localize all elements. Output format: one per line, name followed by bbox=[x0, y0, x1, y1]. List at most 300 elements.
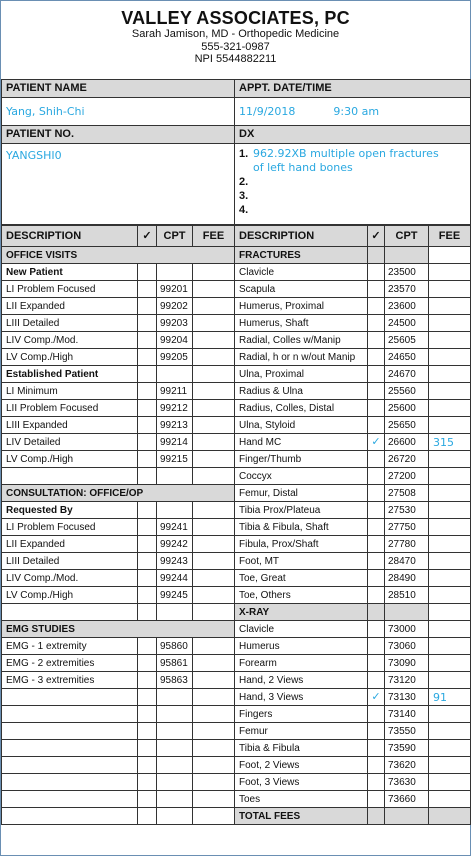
check-cell[interactable] bbox=[368, 281, 385, 298]
fee-cell[interactable] bbox=[193, 502, 235, 519]
check-cell[interactable] bbox=[138, 417, 157, 434]
code-rows bbox=[2, 247, 471, 825]
fee-cell[interactable] bbox=[193, 587, 235, 604]
fee-cell[interactable] bbox=[193, 570, 235, 587]
fee-cell[interactable] bbox=[193, 434, 235, 451]
patient-info-table bbox=[1, 79, 471, 225]
check-cell[interactable] bbox=[138, 638, 157, 655]
total-fees-label: TOTAL FEES bbox=[235, 808, 368, 825]
table-row bbox=[2, 689, 471, 706]
fee-cell[interactable] bbox=[193, 519, 235, 536]
procedure-description: Humerus, Proximal bbox=[235, 298, 368, 315]
cpt-code: 25560 bbox=[385, 383, 429, 400]
check-cell[interactable] bbox=[138, 570, 157, 587]
fee-cell[interactable] bbox=[193, 264, 235, 281]
cpt-code: 26720 bbox=[385, 451, 429, 468]
practice-npi: NPI 5544882211 bbox=[194, 53, 277, 65]
column-header-row bbox=[2, 226, 471, 247]
cpt-code: 99205 bbox=[157, 349, 193, 366]
check-cell[interactable] bbox=[368, 774, 385, 791]
check-cell[interactable] bbox=[368, 553, 385, 570]
cpt-code: 73550 bbox=[385, 723, 429, 740]
fee-cell[interactable] bbox=[193, 604, 235, 621]
check-cell[interactable] bbox=[138, 315, 157, 332]
cpt-code: 27750 bbox=[385, 519, 429, 536]
procedure-description: Finger/Thumb bbox=[235, 451, 368, 468]
check-cell[interactable] bbox=[368, 264, 385, 281]
cpt-code: 25650 bbox=[385, 417, 429, 434]
procedure-description bbox=[2, 706, 138, 723]
check-cell[interactable] bbox=[368, 570, 385, 587]
procedure-description: Scapula bbox=[235, 281, 368, 298]
check-cell[interactable] bbox=[138, 706, 157, 723]
fee-cell[interactable]: 91 bbox=[429, 689, 471, 706]
cpt-code: 73630 bbox=[385, 774, 429, 791]
fee-cell[interactable] bbox=[429, 723, 471, 740]
table-row bbox=[2, 400, 471, 417]
fee-cell[interactable] bbox=[429, 740, 471, 757]
procedure-description: LIII Detailed bbox=[2, 315, 138, 332]
procedure-description bbox=[2, 740, 138, 757]
procedure-description: LV Comp./High bbox=[2, 587, 138, 604]
table-row bbox=[2, 672, 471, 689]
table-row bbox=[2, 774, 471, 791]
fee-cell[interactable] bbox=[429, 383, 471, 400]
appt-time: 9:30 am bbox=[333, 105, 380, 118]
check-cell[interactable] bbox=[368, 298, 385, 315]
check-cell[interactable] bbox=[368, 383, 385, 400]
check-cell[interactable]: ✓ bbox=[368, 434, 385, 451]
fee-cell[interactable] bbox=[193, 383, 235, 400]
check-cell[interactable] bbox=[138, 757, 157, 774]
fee-cell[interactable] bbox=[193, 417, 235, 434]
table-row bbox=[2, 570, 471, 587]
check-cell[interactable] bbox=[368, 604, 385, 621]
table-row bbox=[2, 332, 471, 349]
appt-label: APPT. DATE/TIME bbox=[235, 80, 471, 98]
fee-cell[interactable] bbox=[429, 638, 471, 655]
procedure-description: Clavicle bbox=[235, 264, 368, 281]
procedure-description: Foot, 2 Views bbox=[235, 757, 368, 774]
fee-cell[interactable] bbox=[429, 315, 471, 332]
check-cell[interactable] bbox=[368, 468, 385, 485]
procedure-description: Radial, h or n w/out Manip bbox=[235, 349, 368, 366]
cpt-code: 99242 bbox=[157, 536, 193, 553]
table-row bbox=[2, 315, 471, 332]
check-cell[interactable] bbox=[368, 451, 385, 468]
fee-cell[interactable] bbox=[429, 247, 471, 264]
fee-cell[interactable] bbox=[193, 366, 235, 383]
procedure-description: EMG - 3 extremities bbox=[2, 672, 138, 689]
check-cell[interactable] bbox=[138, 281, 157, 298]
table-row bbox=[2, 655, 471, 672]
fee-cell[interactable] bbox=[429, 485, 471, 502]
fee-cell[interactable] bbox=[193, 791, 235, 808]
check-cell[interactable] bbox=[138, 740, 157, 757]
cpt-code: 73660 bbox=[385, 791, 429, 808]
section-heading: CONSULTATION: OFFICE/OP bbox=[2, 485, 235, 502]
fee-cell[interactable] bbox=[193, 706, 235, 723]
fee-cell[interactable] bbox=[193, 808, 235, 825]
dx-text: of left hand bones bbox=[253, 161, 353, 174]
dx-number: 3. bbox=[239, 190, 249, 202]
check-cell[interactable] bbox=[368, 672, 385, 689]
check-cell[interactable] bbox=[368, 315, 385, 332]
table-row bbox=[2, 417, 471, 434]
fee-cell[interactable] bbox=[193, 655, 235, 672]
appt-date: 11/9/2018 bbox=[239, 105, 296, 118]
fee-cell[interactable] bbox=[193, 332, 235, 349]
fee-cell[interactable] bbox=[193, 638, 235, 655]
cpt-code: 25600 bbox=[385, 400, 429, 417]
cpt-code: 73060 bbox=[385, 638, 429, 655]
check-cell[interactable]: ✓ bbox=[368, 689, 385, 706]
check-cell[interactable] bbox=[138, 366, 157, 383]
fee-cell[interactable] bbox=[429, 706, 471, 723]
procedure-description: LI Minimum bbox=[2, 383, 138, 400]
procedure-description: Tibia & Fibula, Shaft bbox=[235, 519, 368, 536]
procedure-description: Ulna, Proximal bbox=[235, 366, 368, 383]
check-cell[interactable] bbox=[138, 587, 157, 604]
fee-cell[interactable] bbox=[429, 502, 471, 519]
procedure-description: Forearm bbox=[235, 655, 368, 672]
col-check: ✓ bbox=[368, 226, 385, 247]
procedure-description: LII Problem Focused bbox=[2, 400, 138, 417]
col-cpt: CPT bbox=[157, 226, 193, 247]
check-cell[interactable] bbox=[368, 485, 385, 502]
check-cell[interactable] bbox=[368, 247, 385, 264]
check-cell[interactable] bbox=[138, 400, 157, 417]
table-row bbox=[2, 434, 471, 451]
table-row bbox=[2, 706, 471, 723]
check-cell[interactable] bbox=[138, 774, 157, 791]
procedure-description bbox=[2, 689, 138, 706]
procedure-description: Radial, Colles w/Manip bbox=[235, 332, 368, 349]
cpt-code: 99203 bbox=[157, 315, 193, 332]
table-row bbox=[2, 298, 471, 315]
table-row bbox=[2, 723, 471, 740]
cpt-code: 24650 bbox=[385, 349, 429, 366]
fee-cell[interactable] bbox=[429, 757, 471, 774]
procedure-description: LI Problem Focused bbox=[2, 519, 138, 536]
fee-cell[interactable] bbox=[429, 536, 471, 553]
fee-cell[interactable] bbox=[429, 417, 471, 434]
check-cell[interactable] bbox=[368, 366, 385, 383]
fee-cell[interactable] bbox=[193, 553, 235, 570]
fee-cell[interactable] bbox=[429, 672, 471, 689]
fee-cell[interactable] bbox=[193, 281, 235, 298]
fee-cell[interactable] bbox=[429, 468, 471, 485]
procedure-description: Clavicle bbox=[235, 621, 368, 638]
cpt-code bbox=[157, 723, 193, 740]
check-cell[interactable] bbox=[368, 502, 385, 519]
check-cell[interactable] bbox=[138, 553, 157, 570]
check-cell[interactable] bbox=[138, 264, 157, 281]
dx-number: 2. bbox=[239, 176, 249, 188]
col-fee: FEE bbox=[193, 226, 235, 247]
dx-number: 1. bbox=[239, 148, 249, 160]
fee-cell[interactable] bbox=[429, 349, 471, 366]
procedure-description: Femur, Distal bbox=[235, 485, 368, 502]
procedure-description: LV Comp./High bbox=[2, 349, 138, 366]
fee-cell[interactable] bbox=[429, 774, 471, 791]
fee-cell[interactable] bbox=[193, 536, 235, 553]
cpt-code: 99215 bbox=[157, 451, 193, 468]
col-cpt: CPT bbox=[385, 226, 429, 247]
table-row bbox=[2, 536, 471, 553]
check-cell[interactable] bbox=[368, 740, 385, 757]
fee-cell[interactable] bbox=[193, 298, 235, 315]
fee-cell[interactable] bbox=[193, 774, 235, 791]
table-row bbox=[2, 366, 471, 383]
procedure-description: Hand, 3 Views bbox=[235, 689, 368, 706]
col-fee: FEE bbox=[429, 226, 471, 247]
procedure-description: Tibia Prox/Plateua bbox=[235, 502, 368, 519]
check-cell[interactable] bbox=[368, 621, 385, 638]
company-name: VALLEY ASSOCIATES, PC bbox=[121, 8, 350, 28]
fee-cell[interactable] bbox=[429, 298, 471, 315]
cpt-code bbox=[157, 808, 193, 825]
cpt-code: 95860 bbox=[157, 638, 193, 655]
check-cell[interactable] bbox=[368, 757, 385, 774]
fee-cell[interactable] bbox=[193, 672, 235, 689]
check-cell[interactable] bbox=[368, 417, 385, 434]
cpt-code: 73090 bbox=[385, 655, 429, 672]
subsection-heading: New Patient bbox=[2, 264, 138, 281]
cpt-code bbox=[385, 247, 429, 264]
procedure-description: LII Expanded bbox=[2, 298, 138, 315]
procedure-description: Foot, 3 Views bbox=[235, 774, 368, 791]
fee-cell[interactable] bbox=[429, 366, 471, 383]
check-cell[interactable] bbox=[138, 689, 157, 706]
cpt-code: 27780 bbox=[385, 536, 429, 553]
check-cell[interactable] bbox=[138, 349, 157, 366]
procedure-description bbox=[2, 757, 138, 774]
practice-header bbox=[1, 1, 470, 79]
check-cell[interactable] bbox=[138, 332, 157, 349]
check-cell[interactable] bbox=[368, 638, 385, 655]
table-row bbox=[2, 587, 471, 604]
procedure-description bbox=[2, 468, 138, 485]
fee-cell[interactable] bbox=[429, 791, 471, 808]
procedure-description: Foot, MT bbox=[235, 553, 368, 570]
procedure-description: Toe, Others bbox=[235, 587, 368, 604]
procedure-description: LII Expanded bbox=[2, 536, 138, 553]
cpt-code: 27508 bbox=[385, 485, 429, 502]
cpt-code: 99214 bbox=[157, 434, 193, 451]
appt-value bbox=[235, 98, 471, 126]
section-heading: OFFICE VISITS bbox=[2, 247, 235, 264]
cpt-code bbox=[157, 264, 193, 281]
check-cell[interactable] bbox=[138, 451, 157, 468]
patient-no-label: PATIENT NO. bbox=[2, 126, 235, 144]
fee-cell[interactable] bbox=[193, 400, 235, 417]
fee-cell[interactable] bbox=[193, 757, 235, 774]
cpt-code: 73000 bbox=[385, 621, 429, 638]
fee-cell[interactable] bbox=[429, 604, 471, 621]
procedure-description: Tibia & Fibula bbox=[235, 740, 368, 757]
check-cell[interactable] bbox=[368, 723, 385, 740]
dx-line bbox=[239, 203, 470, 217]
fee-cell[interactable] bbox=[193, 349, 235, 366]
check-cell[interactable] bbox=[138, 808, 157, 825]
check-cell[interactable] bbox=[138, 519, 157, 536]
cpt-code: 99204 bbox=[157, 332, 193, 349]
procedure-description bbox=[2, 723, 138, 740]
check-cell[interactable] bbox=[138, 536, 157, 553]
dx-line bbox=[239, 175, 470, 189]
check-cell[interactable] bbox=[138, 468, 157, 485]
fee-cell[interactable] bbox=[429, 281, 471, 298]
patient-name-label: PATIENT NAME bbox=[2, 80, 235, 98]
check-cell[interactable] bbox=[368, 587, 385, 604]
check-cell[interactable] bbox=[138, 723, 157, 740]
cpt-code: 99245 bbox=[157, 587, 193, 604]
check-cell[interactable] bbox=[368, 349, 385, 366]
procedure-description: Toe, Great bbox=[235, 570, 368, 587]
fee-cell[interactable] bbox=[429, 519, 471, 536]
table-row bbox=[2, 264, 471, 281]
procedure-description: EMG - 2 extremities bbox=[2, 655, 138, 672]
cpt-code: 73620 bbox=[385, 757, 429, 774]
patient-name-value: Yang, Shih-Chi bbox=[2, 98, 235, 126]
check-cell[interactable] bbox=[138, 502, 157, 519]
cpt-code: 73130 bbox=[385, 689, 429, 706]
table-row bbox=[2, 519, 471, 536]
col-description: DESCRIPTION bbox=[2, 226, 138, 247]
subsection-heading: Requested By bbox=[2, 502, 138, 519]
cpt-code bbox=[157, 502, 193, 519]
table-row bbox=[2, 604, 471, 621]
procedure-description: Coccyx bbox=[235, 468, 368, 485]
procedure-description: EMG - 1 extremity bbox=[2, 638, 138, 655]
procedure-description: Hand, 2 Views bbox=[235, 672, 368, 689]
fee-cell[interactable] bbox=[429, 332, 471, 349]
check-cell[interactable] bbox=[368, 808, 385, 825]
cpt-code bbox=[157, 604, 193, 621]
check-cell[interactable] bbox=[138, 298, 157, 315]
cpt-code: 24670 bbox=[385, 366, 429, 383]
fee-cell[interactable] bbox=[193, 468, 235, 485]
check-cell[interactable] bbox=[368, 791, 385, 808]
cpt-code: 99213 bbox=[157, 417, 193, 434]
cpt-code bbox=[157, 689, 193, 706]
fee-cell[interactable] bbox=[429, 808, 471, 825]
table-row bbox=[2, 468, 471, 485]
fee-cell[interactable] bbox=[429, 621, 471, 638]
table-row bbox=[2, 451, 471, 468]
fee-cell[interactable] bbox=[193, 315, 235, 332]
table-row bbox=[2, 638, 471, 655]
fee-cell[interactable]: 315 bbox=[429, 434, 471, 451]
dx-line bbox=[239, 147, 470, 161]
patient-no-value: YANGSHI0 bbox=[2, 144, 235, 225]
fee-cell[interactable] bbox=[193, 740, 235, 757]
cpt-code bbox=[157, 757, 193, 774]
fee-cell[interactable] bbox=[429, 655, 471, 672]
table-row bbox=[2, 247, 471, 264]
procedure-description: LIII Detailed bbox=[2, 553, 138, 570]
dx-number: 4. bbox=[239, 204, 249, 216]
dx-text: 962.92XB multiple open fractures bbox=[253, 147, 439, 160]
cpt-code: 99244 bbox=[157, 570, 193, 587]
cpt-code bbox=[157, 740, 193, 757]
procedure-description: LV Comp./High bbox=[2, 451, 138, 468]
procedure-description: Hand MC bbox=[235, 434, 368, 451]
table-row bbox=[2, 791, 471, 808]
practice-phone: 555-321-0987 bbox=[201, 40, 270, 53]
table-row bbox=[2, 808, 471, 825]
procedure-description: LIV Comp./Mod. bbox=[2, 570, 138, 587]
cpt-code: 23600 bbox=[385, 298, 429, 315]
cpt-code: 99201 bbox=[157, 281, 193, 298]
check-cell[interactable] bbox=[138, 655, 157, 672]
check-cell[interactable] bbox=[368, 655, 385, 672]
fee-cell[interactable] bbox=[193, 689, 235, 706]
cpt-code bbox=[157, 706, 193, 723]
fee-cell[interactable] bbox=[429, 451, 471, 468]
check-cell[interactable] bbox=[138, 434, 157, 451]
check-cell[interactable] bbox=[368, 400, 385, 417]
procedure-description: LIII Expanded bbox=[2, 417, 138, 434]
cpt-code: 23500 bbox=[385, 264, 429, 281]
procedure-description: LI Problem Focused bbox=[2, 281, 138, 298]
fee-cell[interactable] bbox=[429, 570, 471, 587]
cpt-code bbox=[157, 366, 193, 383]
col-description: DESCRIPTION bbox=[235, 226, 368, 247]
procedure-description: LIV Detailed bbox=[2, 434, 138, 451]
check-cell[interactable] bbox=[138, 383, 157, 400]
dx-line bbox=[239, 189, 470, 203]
procedure-description: Femur bbox=[235, 723, 368, 740]
section-heading: EMG STUDIES bbox=[2, 621, 235, 638]
check-cell[interactable] bbox=[138, 791, 157, 808]
procedure-description: Toes bbox=[235, 791, 368, 808]
procedure-description: Ulna, Styloid bbox=[235, 417, 368, 434]
fee-cell[interactable] bbox=[429, 264, 471, 281]
fee-cell[interactable] bbox=[429, 553, 471, 570]
check-cell[interactable] bbox=[138, 672, 157, 689]
procedure-description: Radius, Colles, Distal bbox=[235, 400, 368, 417]
table-row bbox=[2, 281, 471, 298]
cpt-code: 25605 bbox=[385, 332, 429, 349]
cpt-code: 73120 bbox=[385, 672, 429, 689]
procedure-codes-table bbox=[1, 225, 471, 825]
fee-cell[interactable] bbox=[193, 451, 235, 468]
procedure-description: Humerus, Shaft bbox=[235, 315, 368, 332]
fee-cell[interactable] bbox=[193, 723, 235, 740]
check-cell[interactable] bbox=[368, 519, 385, 536]
fee-cell[interactable] bbox=[429, 587, 471, 604]
dx-list bbox=[235, 144, 471, 225]
dx-line bbox=[239, 161, 470, 175]
cpt-code: 24500 bbox=[385, 315, 429, 332]
check-cell[interactable] bbox=[368, 536, 385, 553]
check-cell[interactable] bbox=[138, 604, 157, 621]
cpt-code: 27200 bbox=[385, 468, 429, 485]
col-check: ✓ bbox=[138, 226, 157, 247]
fee-cell[interactable] bbox=[429, 400, 471, 417]
table-row bbox=[2, 485, 471, 502]
cpt-code: 99211 bbox=[157, 383, 193, 400]
cpt-code: 73140 bbox=[385, 706, 429, 723]
procedure-description bbox=[2, 808, 138, 825]
cpt-code bbox=[385, 604, 429, 621]
cpt-code: 27530 bbox=[385, 502, 429, 519]
cpt-code: 99243 bbox=[157, 553, 193, 570]
check-cell[interactable] bbox=[368, 706, 385, 723]
check-cell[interactable] bbox=[368, 332, 385, 349]
